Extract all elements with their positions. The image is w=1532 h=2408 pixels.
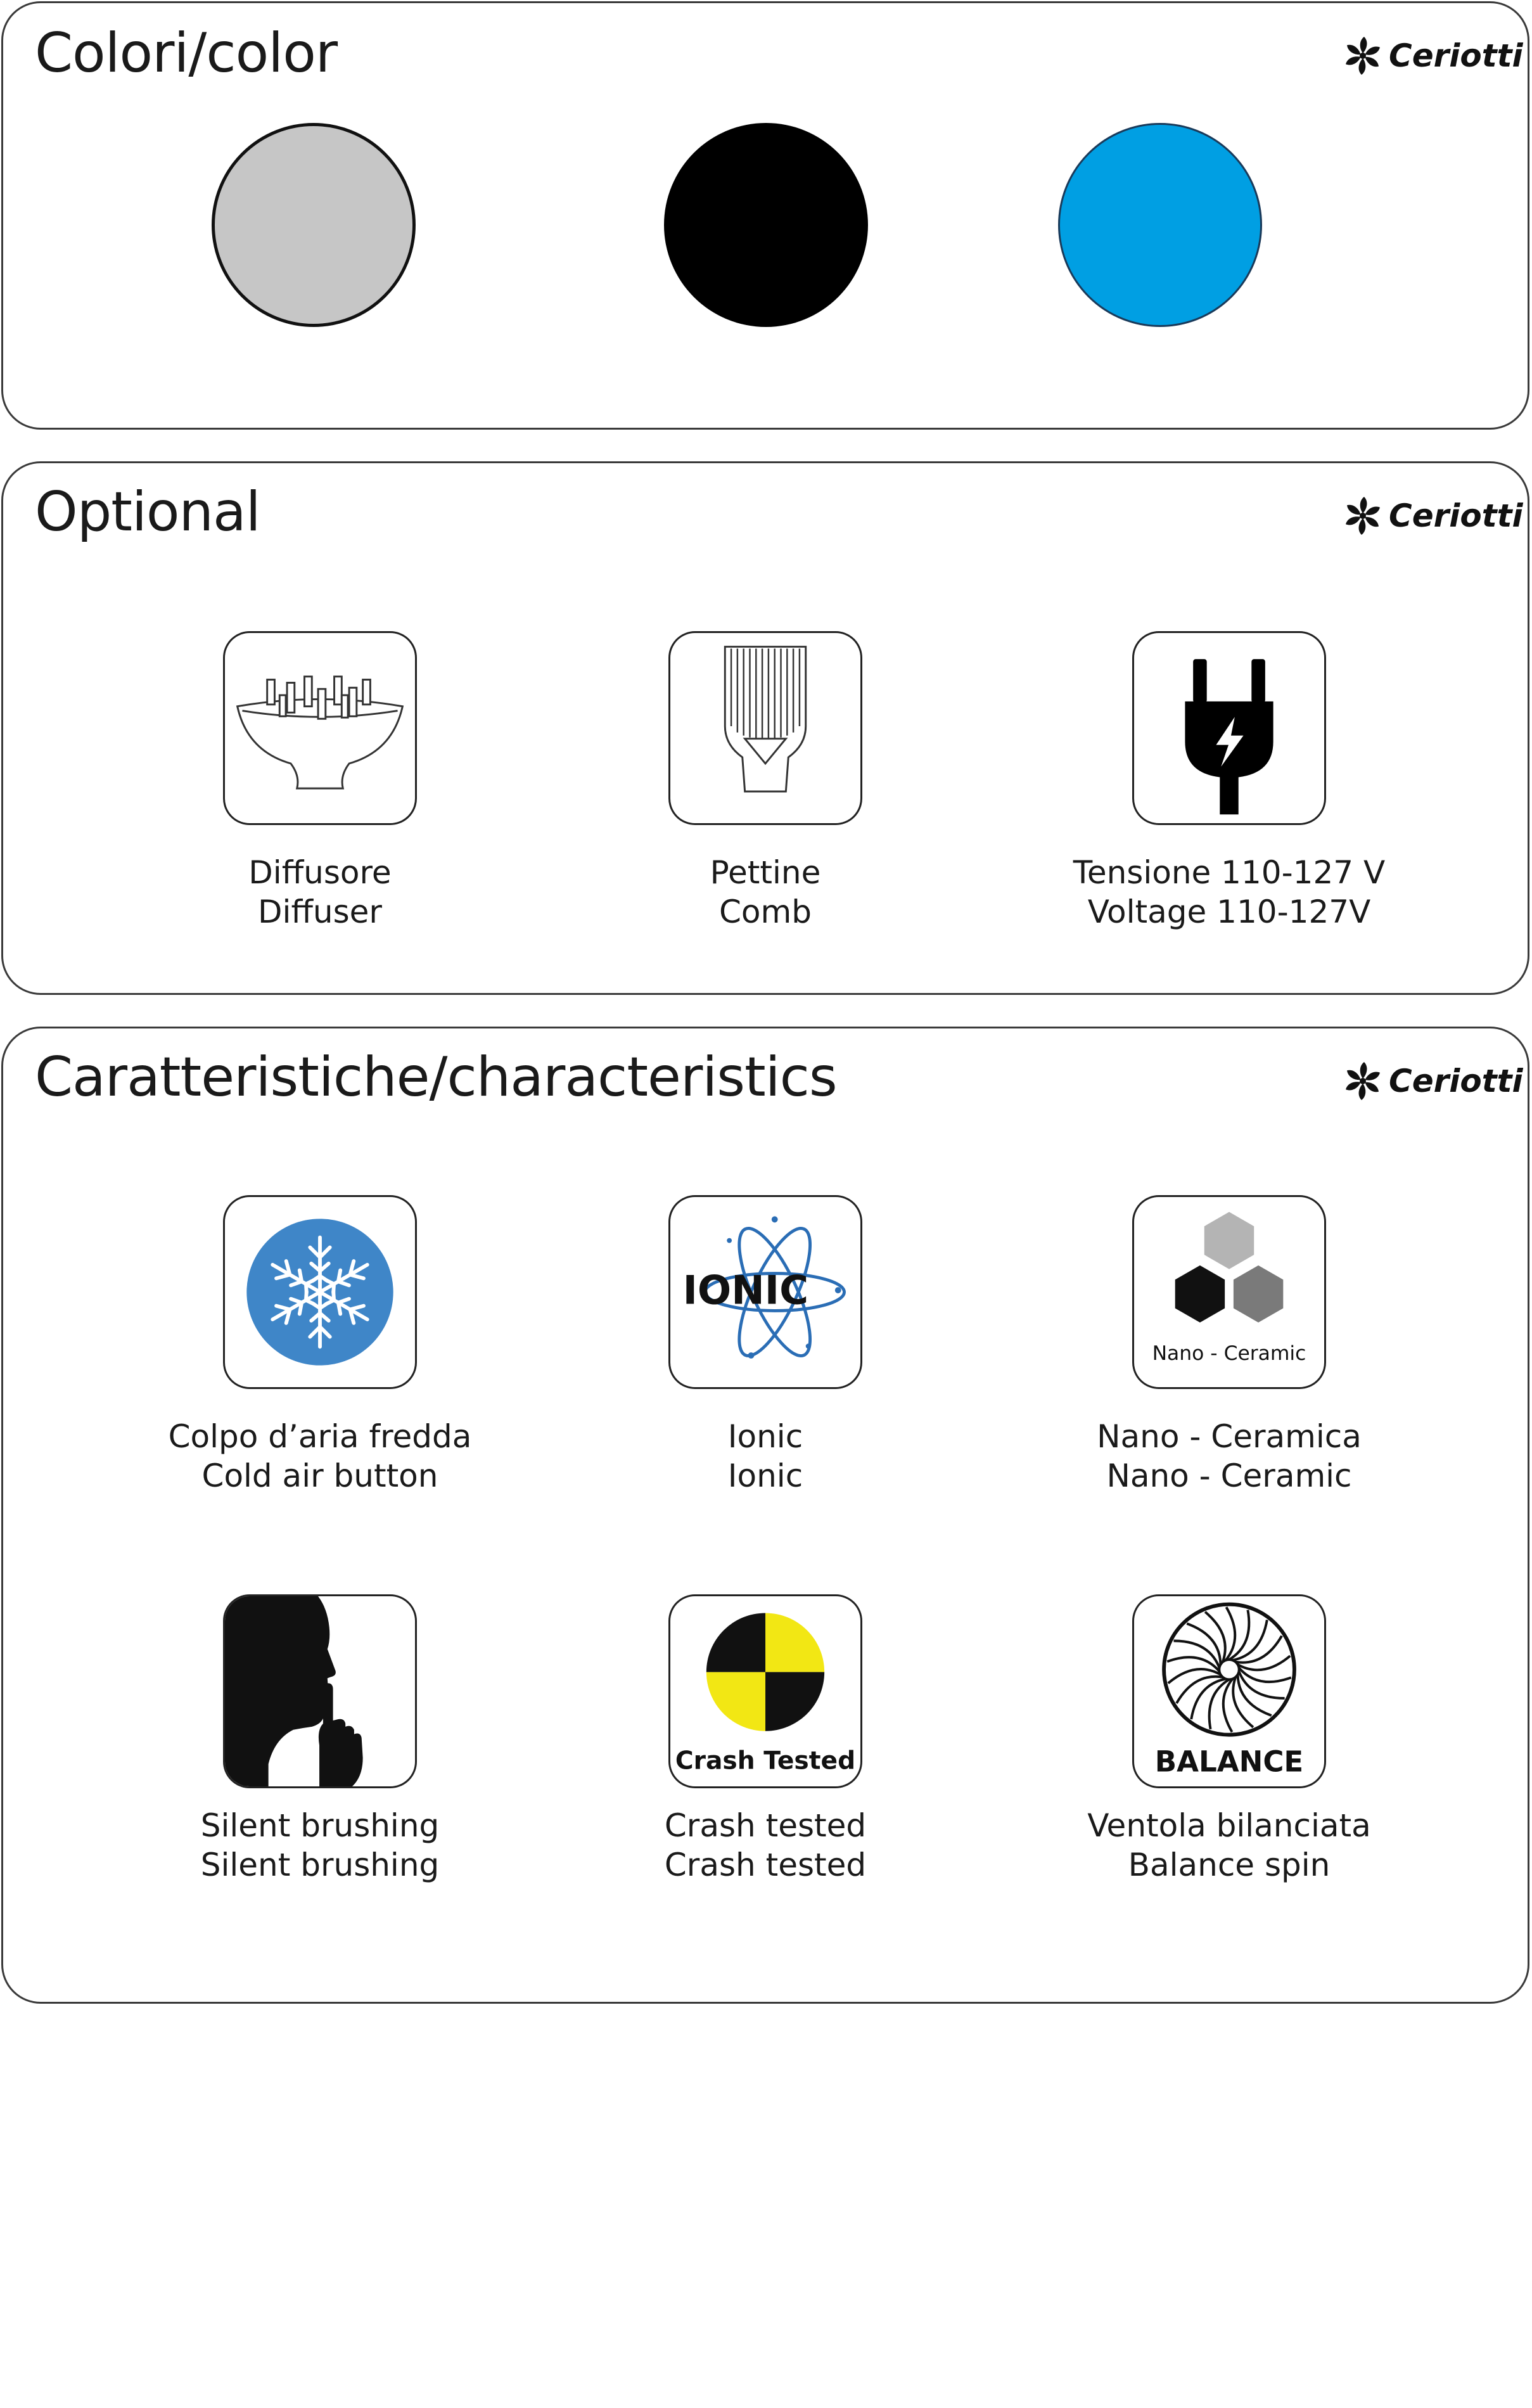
silent-icon (225, 1596, 415, 1786)
feature-caption-ionic (544, 1417, 987, 1495)
logo-text: Ceriotti (1389, 37, 1523, 74)
caption-it: Crash tested (664, 1807, 867, 1844)
caption-it: Diffusore (248, 854, 392, 891)
optional-title: Optional (35, 480, 260, 544)
feature-balance (1132, 1594, 1326, 1788)
balance-fan-icon (1134, 1596, 1324, 1786)
caption-en: Balance spin (1128, 1847, 1331, 1883)
caption-it: Tensione 110-127 V (1073, 854, 1386, 891)
caption-it: Colpo d’aria fredda (168, 1418, 472, 1455)
ionic-icon-text: IONIC (682, 1267, 809, 1314)
feature-cold-air (223, 1195, 417, 1389)
crash-test-icon-text: Crash Tested (675, 1746, 856, 1776)
caption-en: Diffuser (258, 893, 382, 930)
caption-en: Silent brushing (200, 1847, 440, 1883)
feature-ionic (668, 1195, 862, 1389)
brand-logo (1342, 1060, 1523, 1102)
caption-en: Ionic (727, 1457, 803, 1494)
color-swatch-blue (1058, 123, 1262, 327)
feature-caption-balance (1007, 1806, 1451, 1885)
comb-icon (670, 633, 860, 823)
caption-it: Silent brushing (200, 1807, 440, 1844)
brand-logo (1342, 495, 1523, 537)
logo-fan-icon (1342, 495, 1386, 537)
caption-it: Ventola bilanciata (1087, 1807, 1371, 1844)
logo-text: Ceriotti (1389, 497, 1523, 534)
logo-fan-icon (1342, 1060, 1386, 1102)
feature-silent (223, 1594, 417, 1788)
optional-item-diffuser (223, 631, 417, 825)
caption-en: Nano - Ceramic (1106, 1457, 1352, 1494)
brand-logo (1342, 35, 1523, 77)
feature-caption-crash-tested (544, 1806, 987, 1885)
feature-caption-silent (98, 1806, 542, 1885)
feature-caption-cold-air (98, 1417, 542, 1495)
feature-nano-ceramic (1132, 1195, 1326, 1389)
caption-it: Ionic (727, 1418, 803, 1455)
caption-en: Crash tested (664, 1847, 867, 1883)
optional-item-comb (668, 631, 862, 825)
color-swatch-grey (212, 123, 416, 327)
caption-it: Pettine (710, 854, 821, 891)
optional-caption-diffuser (98, 853, 542, 932)
plug-icon (1134, 633, 1324, 823)
caption-en: Voltage 110-127V (1087, 893, 1371, 930)
optional-caption-comb (544, 853, 987, 932)
colors-title: Colori/color (35, 22, 338, 85)
balance-icon-text: BALANCE (1154, 1745, 1304, 1779)
diffuser-icon (225, 633, 415, 823)
feature-caption-nano-ceramic (1007, 1417, 1451, 1495)
logo-fan-icon (1342, 35, 1386, 77)
ionic-icon (670, 1197, 860, 1387)
nano-ceramic-icon-text: Nano - Ceramic (1152, 1342, 1306, 1365)
feature-crash-tested (668, 1594, 862, 1788)
optional-caption-voltage (1007, 853, 1451, 932)
caption-en: Comb (719, 893, 812, 930)
optional-item-voltage (1132, 631, 1326, 825)
characteristics-title: Caratteristiche/characteristics (35, 1046, 837, 1109)
caption-it: Nano - Ceramica (1097, 1418, 1362, 1455)
nano-ceramic-icon (1134, 1197, 1324, 1387)
caption-en: Cold air button (201, 1457, 438, 1494)
color-swatch-black (664, 123, 868, 327)
crash-test-icon (670, 1596, 860, 1786)
logo-text: Ceriotti (1389, 1063, 1523, 1099)
snowflake-icon (225, 1197, 415, 1387)
